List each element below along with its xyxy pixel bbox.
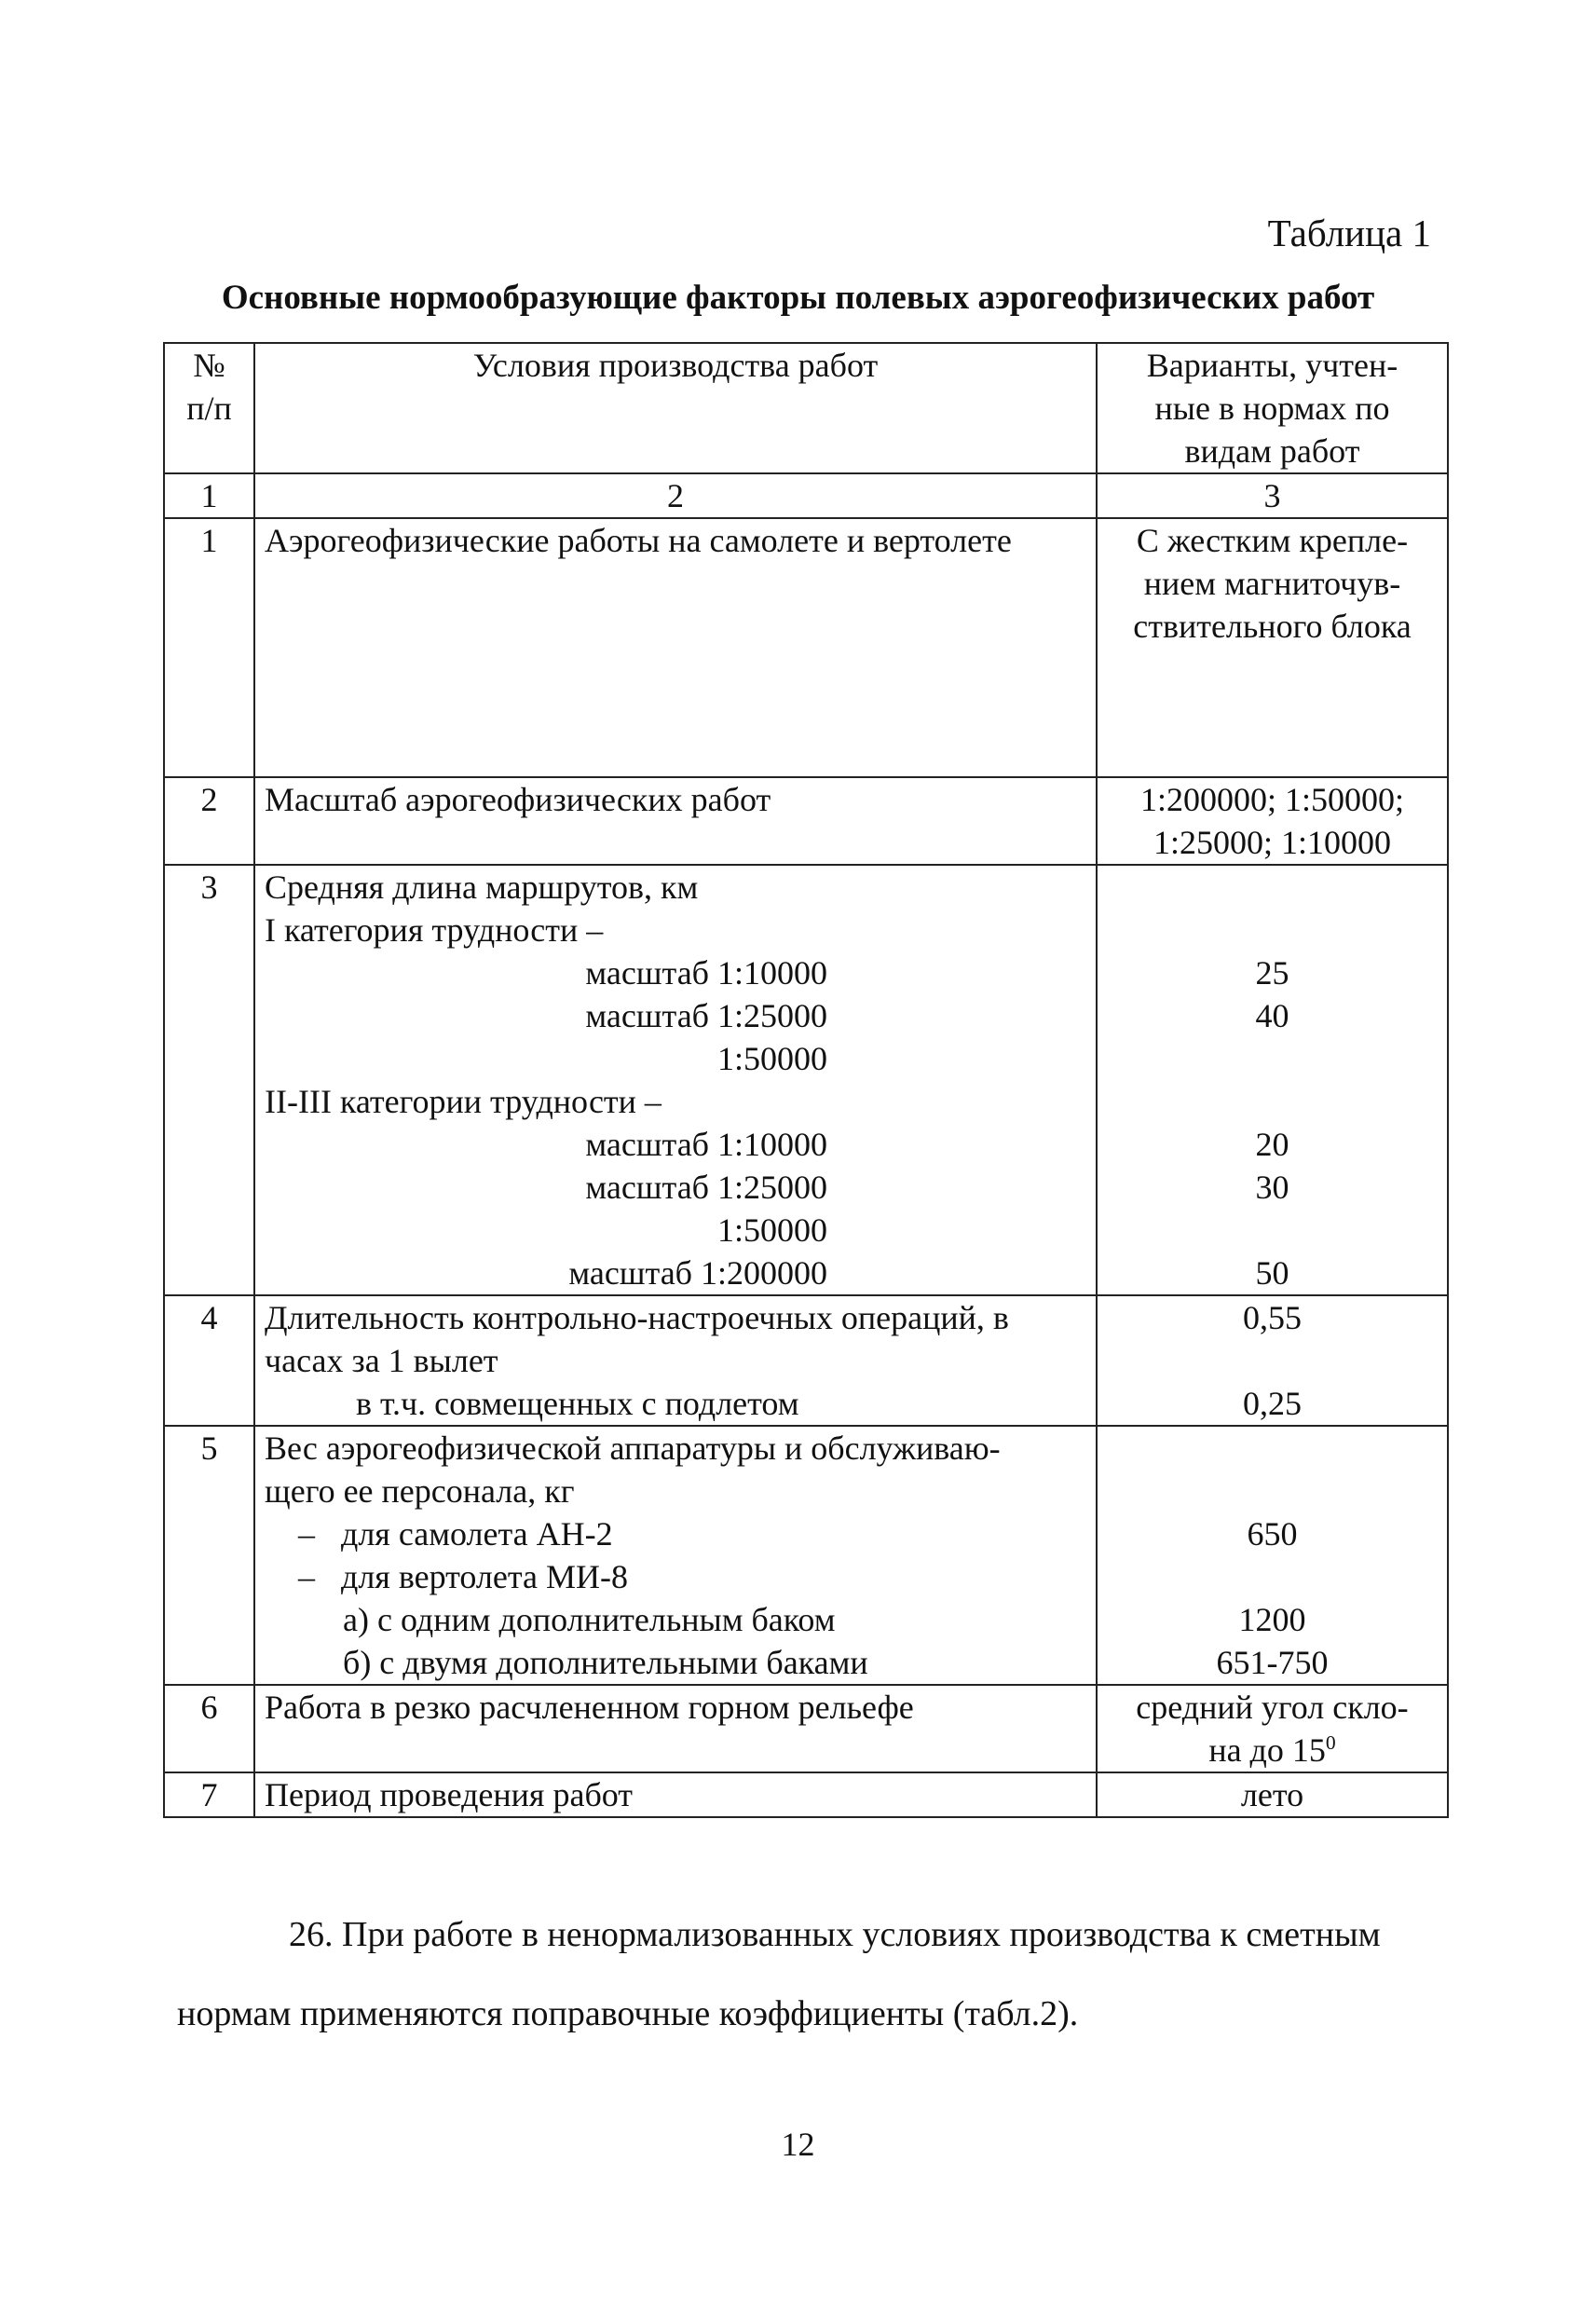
variant-value: 1:200000; 1:50000; [1139,781,1404,818]
header-conditions-label: Условия производства работ [472,347,879,384]
variant-line [1107,866,1438,909]
variant-line [1107,1382,1438,1425]
table-row [164,518,1448,777]
condition-line: Аэрогеофизические работы на самолете и вертолете [265,522,1012,559]
variant-line [1107,648,1438,691]
variant-line [1107,1641,1438,1684]
variant-line [1107,1773,1438,1816]
table-row [164,1426,1448,1685]
condition-line [265,821,1086,864]
condition-line: масштаб 1:10000 [585,1126,827,1163]
column-number: 3 [1097,473,1448,518]
variant-line [1107,1080,1438,1123]
condition-line: в т.ч. совмещенных с подлетом [356,1385,799,1422]
condition-line: – для вертолета МИ-8 [265,1555,1086,1598]
condition-line: II-III категории трудности – [265,1083,662,1120]
condition-line: Средняя длина маршрутов, км [265,869,699,906]
variant-value: 0,55 [1243,1299,1302,1336]
variant-cell [1097,1295,1448,1426]
column-number: 1 [164,473,254,518]
header-num-cell [164,343,254,473]
condition-line: Период проведения работ [265,1776,634,1813]
variant-cell [1097,1772,1448,1817]
condition-line: – для самолета АН-2 [265,1512,1086,1555]
table-row [164,1772,1448,1817]
row-number: 2 [164,777,254,865]
variant-line [1107,1427,1438,1470]
condition-line: 1:50000 [716,1040,827,1077]
variant-line [1107,691,1438,733]
condition-line [265,1729,1086,1772]
variant-line [1107,951,1438,994]
condition-line: масштаб 1:25000 [585,997,827,1034]
condition-line: Работа в резко расчлененном горном рельефе [265,1689,914,1726]
condition-line: Длительность контрольно-настроечных операций, в [265,1299,1009,1336]
row-number: 1 [164,518,254,777]
row-number: 7 [164,1772,254,1817]
condition-cell [254,777,1097,865]
column-number: 2 [254,473,1097,518]
condition-line: масштаб 1:25000 [585,1169,827,1206]
row-number: 6 [164,1685,254,1772]
variant-line [1107,1037,1438,1080]
variant-line [1107,733,1438,776]
condition-cell [254,518,1097,777]
variant-value: 0,25 [1243,1385,1302,1422]
variant-value: 50 [1255,1254,1289,1292]
header-variants-line: Варианты, учтен- [1146,347,1398,384]
variant-line [1107,1296,1438,1339]
table-row [164,865,1448,1295]
variant-line [1107,1512,1438,1555]
table-row [164,1685,1448,1772]
condition-cell [254,1685,1097,1772]
condition-line [265,648,1086,691]
variant-value: 30 [1255,1169,1289,1206]
variant-line [1107,1209,1438,1252]
variant-line [1107,1470,1438,1512]
header-num-line: № [193,347,225,384]
variant-line [1107,1598,1438,1641]
norms-table [163,342,1449,1818]
variant-line [1107,1123,1438,1166]
variant-value: 1200 [1238,1601,1306,1638]
variant-cell [1097,865,1448,1295]
condition-line: часах за 1 вылет [265,1342,498,1379]
variant-value: 25 [1255,954,1289,992]
row-number: 5 [164,1426,254,1685]
variant-value: ствительного блока [1133,608,1412,645]
table-label: Таблица 1 [1267,212,1431,254]
variant-cell [1097,518,1448,777]
condition-line: Вес аэрогеофизической аппаратуры и обслуживаю- [265,1430,1001,1467]
condition-line [265,691,1086,733]
variant-line [1107,1555,1438,1598]
condition-line: Масштаб аэрогеофизических работ [265,781,771,818]
condition-line: б) с двумя дополнительными баками [343,1644,868,1681]
table-row [164,777,1448,865]
variant-line [1107,1686,1438,1729]
condition-line: масштаб 1:10000 [585,954,827,992]
condition-cell [254,865,1097,1295]
table-header-row [164,343,1448,473]
row-number: 4 [164,1295,254,1426]
condition-line [265,733,1086,776]
variant-value: лето [1240,1776,1304,1813]
condition-cell [254,1772,1097,1817]
variant-line [1107,1252,1438,1294]
variant-value: 40 [1255,997,1289,1034]
variant-cell [1097,1685,1448,1772]
paragraph-line: нормам применяются поправочные коэффициенты (табл.2). [177,1994,1079,2033]
degree-superscript: 0 [1325,1731,1336,1754]
paragraph-line: 26. При работе в ненормализованных условиях производства к сметным [289,1915,1381,1954]
condition-line [265,605,1086,648]
header-conditions-cell [254,343,1097,473]
variant-value: С жестким крепле- [1136,522,1409,559]
header-num-line: п/п [186,390,232,427]
condition-line: а) с одним дополнительным баком [343,1601,836,1638]
table-title: Основные нормообразующие факторы полевых аэрогеофизических работ [221,279,1375,317]
variant-value: нием магниточув- [1143,565,1401,602]
variant-cell [1097,777,1448,865]
variant-line [1107,1729,1438,1772]
variant-line [1107,909,1438,951]
variant-line [1107,778,1438,821]
variant-line [1107,994,1438,1037]
variant-value: средний угол скло- [1136,1689,1409,1726]
variant-line [1107,1166,1438,1209]
condition-cell [254,1295,1097,1426]
column-number-row [164,473,1448,518]
table-row [164,1295,1448,1426]
variant-line [1107,821,1438,864]
condition-line: щего ее персонала, кг [265,1472,575,1510]
variant-cell [1097,1426,1448,1685]
header-variants-line: ные в нормах по [1154,390,1390,427]
header-variants-cell [1097,343,1448,473]
condition-line: I категория трудности – [265,911,604,949]
condition-line: масштаб 1:200000 [568,1254,827,1292]
variant-value: 651-750 [1216,1644,1329,1681]
variant-value: 650 [1247,1515,1298,1553]
variant-value: 1:25000; 1:10000 [1153,824,1391,861]
row-number: 3 [164,865,254,1295]
condition-cell [254,1426,1097,1685]
variant-line [1107,519,1438,562]
variant-line [1107,1339,1438,1382]
variant-value: на до 15 [1208,1731,1326,1769]
header-variants-line: видам работ [1184,432,1360,470]
page-number: 12 [781,2126,815,2163]
condition-line: 1:50000 [716,1211,827,1249]
variant-line [1107,562,1438,605]
variant-value: 20 [1255,1126,1289,1163]
variant-line [1107,605,1438,648]
condition-line [265,562,1086,605]
